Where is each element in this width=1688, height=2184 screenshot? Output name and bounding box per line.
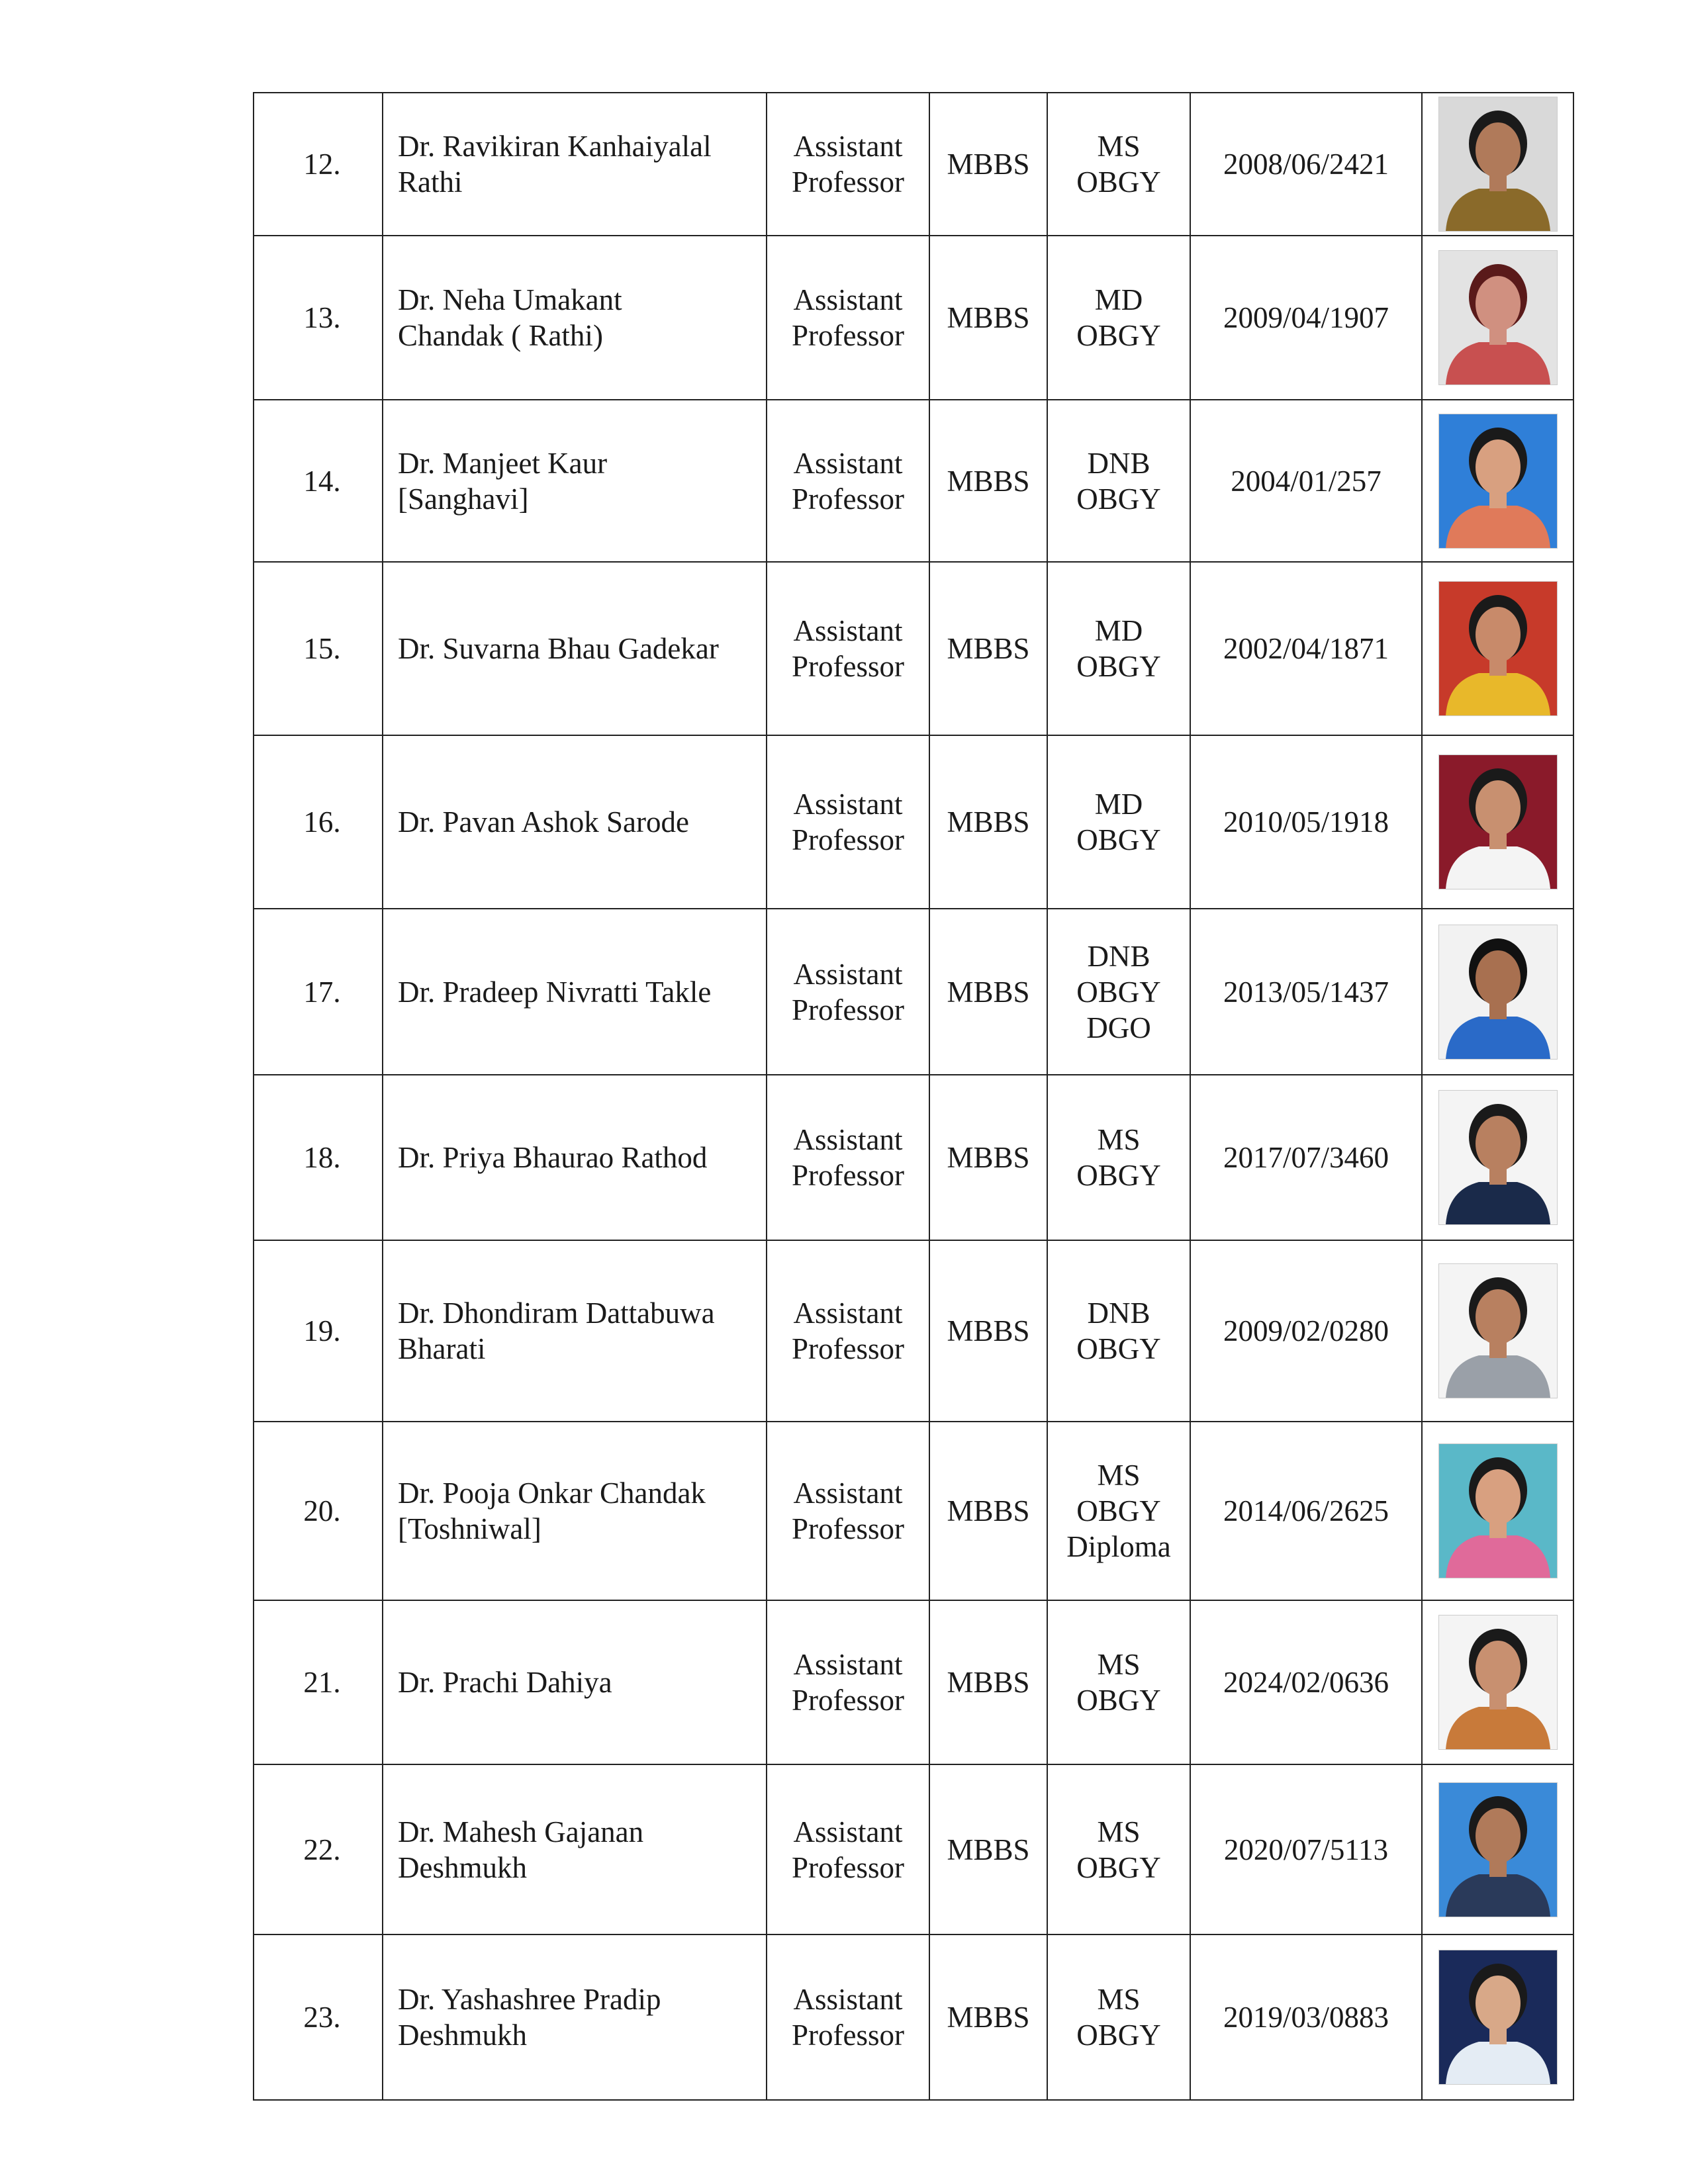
faculty-table-body [254,93,1573,2100]
faculty-photo [1438,1090,1558,1225]
name-cell [383,1934,767,2100]
designation-line: Professor [792,1684,904,1717]
specialty-line: MD [1094,614,1143,647]
qualification-cell [929,1075,1047,1240]
designation [767,1295,929,1367]
qualification-cell [929,735,1047,909]
registration-cell [1190,1422,1422,1600]
specialty-cell [1047,735,1190,909]
faculty-name [398,1664,766,1700]
faculty-name-line: Bharati [398,1332,486,1365]
designation-cell [767,909,929,1075]
faculty-photo [1438,1263,1558,1398]
faculty-name-line: Dr. Pooja Onkar Chandak [398,1477,706,1510]
name-cell [383,1600,767,1764]
registration-number: 2020/07/5113 [1223,1833,1389,1866]
photo-cell [1422,909,1573,1075]
registration-number: 2017/07/3460 [1223,1141,1389,1174]
photo-cell [1422,1600,1573,1764]
serial-number: 14. [303,464,341,498]
faculty-photo [1438,581,1558,716]
specialty-cell [1047,400,1190,562]
designation-line: Assistant [793,1297,903,1330]
photo-cell [1422,1764,1573,1934]
serial-cell [254,1422,383,1600]
registration-number: 2010/05/1918 [1223,805,1389,839]
specialty-line: OBGY [1076,319,1161,352]
name-cell [383,400,767,562]
name-cell [383,1240,767,1422]
faculty-name-line: Dr. Yashashree Pradip [398,1983,661,2016]
specialty-line: MS [1097,1459,1141,1492]
serial-number: 12. [303,148,341,181]
serial-cell [254,93,383,236]
specialty-cell [1047,909,1190,1075]
registration-cell [1190,236,1422,400]
serial-cell [254,236,383,400]
photo-cell [1422,1934,1573,2100]
specialty-line: MD [1094,283,1143,316]
specialty-line: OBGY [1076,1159,1161,1192]
faculty-photo [1438,925,1558,1060]
faculty-row [254,735,1573,909]
name-cell [383,1764,767,1934]
designation-line: Assistant [793,1815,903,1848]
qualification: MBBS [947,1141,1030,1174]
specialty [1048,1981,1190,2053]
faculty-photo [1438,97,1558,232]
specialty-line: OBGY [1076,650,1161,683]
specialty-cell [1047,236,1190,400]
qualification-cell [929,236,1047,400]
qualification: MBBS [947,301,1030,334]
serial-cell [254,1600,383,1764]
faculty-name-line: Dr. Manjeet Kaur [398,446,608,480]
designation-line: Assistant [793,130,903,163]
designation [767,1475,929,1547]
designation [767,282,929,353]
specialty [1048,938,1190,1046]
photo-cell [1422,1075,1573,1240]
faculty-photo [1438,754,1558,889]
registration-cell [1190,735,1422,909]
registration-number: 2019/03/0883 [1223,2001,1389,2034]
designation-line: Assistant [793,1477,903,1510]
designation-line: Assistant [793,614,903,647]
specialty-line: OBGY [1076,1684,1161,1717]
faculty-name-line: Rathi [398,165,463,199]
designation-cell [767,562,929,735]
specialty [1048,1457,1190,1565]
designation-line: Assistant [793,283,903,316]
qualification-cell [929,1422,1047,1600]
specialty [1048,1814,1190,1886]
specialty-cell [1047,1422,1190,1600]
faculty-row [254,1240,1573,1422]
serial-cell [254,735,383,909]
designation [767,956,929,1028]
faculty-name [398,1475,766,1547]
designation-cell [767,93,929,236]
qualification: MBBS [947,1314,1030,1347]
faculty-name-line: Dr. Priya Bhaurao Rathod [398,1141,708,1174]
designation-cell [767,1764,929,1934]
designation-line: Professor [792,993,904,1026]
specialty-line: OBGY [1076,482,1161,516]
faculty-photo [1438,250,1558,385]
photo-cell [1422,1240,1573,1422]
registration-cell [1190,400,1422,562]
faculty-name [398,445,766,517]
specialty-line: DNB [1087,939,1150,973]
serial-cell [254,909,383,1075]
specialty [1048,1122,1190,1193]
registration-cell [1190,562,1422,735]
qualification-cell [929,1764,1047,1934]
designation-line: Assistant [793,1123,903,1156]
designation-line: Professor [792,1512,904,1545]
faculty-row [254,1764,1573,1934]
specialty-line: Diploma [1066,1530,1171,1563]
registration-number: 2004/01/257 [1231,464,1382,498]
designation-line: Professor [792,482,904,516]
specialty-line: OBGY [1076,1850,1161,1884]
specialty-cell [1047,1764,1190,1934]
registration-cell [1190,93,1422,236]
qualification-cell [929,1240,1047,1422]
designation-line: Assistant [793,446,903,480]
photo-cell [1422,400,1573,562]
name-cell [383,909,767,1075]
faculty-name-line: [Sanghavi] [398,482,529,516]
serial-cell [254,1764,383,1934]
specialty-cell [1047,1934,1190,2100]
designation-line: Professor [792,1850,904,1884]
name-cell [383,735,767,909]
designation-line: Professor [792,823,904,856]
registration-cell [1190,1934,1422,2100]
designation-cell [767,1075,929,1240]
specialty-line: OBGY [1076,2019,1161,2052]
qualification: MBBS [947,148,1030,181]
specialty-line: MS [1097,1123,1141,1156]
faculty-row [254,93,1573,236]
qualification-cell [929,400,1047,562]
faculty-row [254,236,1573,400]
specialty-cell [1047,1240,1190,1422]
faculty-photo [1438,1615,1558,1750]
qualification-cell [929,1934,1047,2100]
faculty-row [254,1075,1573,1240]
specialty-line: OBGY [1076,165,1161,199]
designation-line: Professor [792,2019,904,2052]
registration-cell [1190,1764,1422,1934]
designation [767,128,929,200]
serial-number: 23. [303,2001,341,2034]
specialty-line: DNB [1087,446,1150,480]
faculty-name-line: Chandak ( Rathi) [398,319,603,352]
designation-cell [767,1240,929,1422]
designation-line: Professor [792,1159,904,1192]
registration-number: 2009/04/1907 [1223,301,1389,334]
designation-line: Professor [792,650,904,683]
serial-number: 20. [303,1494,341,1527]
serial-cell [254,1075,383,1240]
faculty-name-line: Dr. Suvarna Bhau Gadekar [398,632,719,665]
designation-line: Professor [792,319,904,352]
specialty-cell [1047,93,1190,236]
name-cell [383,93,767,236]
serial-number: 13. [303,301,341,334]
photo-cell [1422,93,1573,236]
designation-line: Professor [792,165,904,199]
serial-cell [254,1240,383,1422]
designation-cell [767,1934,929,2100]
designation [767,1647,929,1718]
serial-number: 17. [303,975,341,1009]
faculty-photo [1438,1443,1558,1578]
designation-line: Assistant [793,1983,903,2016]
serial-number: 19. [303,1314,341,1347]
specialty-line: OBGY [1076,975,1161,1009]
specialty-line: DNB [1087,1297,1150,1330]
designation [767,613,929,684]
photo-cell [1422,236,1573,400]
faculty-name-line: Dr. Dhondiram Dattabuwa [398,1297,715,1330]
qualification-cell [929,1600,1047,1764]
faculty-name-line: Dr. Neha Umakant [398,283,622,316]
faculty-name [398,282,766,353]
specialty-cell [1047,1075,1190,1240]
designation [767,1981,929,2053]
specialty [1048,128,1190,200]
faculty-name-line: [Toshniwal] [398,1512,541,1545]
faculty-name [398,1981,766,2053]
name-cell [383,236,767,400]
faculty-name [398,974,766,1010]
specialty [1048,613,1190,684]
registration-cell [1190,1240,1422,1422]
faculty-table [253,92,1574,2101]
registration-number: 2024/02/0636 [1223,1666,1389,1699]
specialty [1048,445,1190,517]
specialty-line: OBGY [1076,1494,1161,1527]
qualification-cell [929,909,1047,1075]
registration-cell [1190,1600,1422,1764]
serial-number: 15. [303,632,341,665]
photo-cell [1422,735,1573,909]
specialty [1048,786,1190,858]
faculty-name [398,128,766,200]
specialty-line: MS [1097,130,1141,163]
designation [767,1122,929,1193]
qualification-cell [929,93,1047,236]
faculty-name-line: Dr. Prachi Dahiya [398,1666,612,1699]
qualification: MBBS [947,1833,1030,1866]
specialty [1048,1647,1190,1718]
specialty [1048,282,1190,353]
designation-line: Assistant [793,1648,903,1681]
photo-cell [1422,562,1573,735]
designation-line: Assistant [793,957,903,991]
registration-number: 2002/04/1871 [1223,632,1389,665]
qualification: MBBS [947,632,1030,665]
registration-number: 2014/06/2625 [1223,1494,1389,1527]
qualification: MBBS [947,1494,1030,1527]
specialty-line: OBGY [1076,823,1161,856]
faculty-name-line: Deshmukh [398,1850,527,1884]
specialty-line: MD [1094,788,1143,821]
name-cell [383,1422,767,1600]
designation [767,1814,929,1886]
faculty-row [254,1422,1573,1600]
serial-number: 18. [303,1141,341,1174]
specialty-line: DGO [1086,1011,1151,1044]
faculty-name-line: Dr. Ravikiran Kanhaiyalal [398,130,712,163]
faculty-photo [1438,1782,1558,1917]
qualification: MBBS [947,805,1030,839]
serial-cell [254,562,383,735]
designation [767,786,929,858]
designation [767,445,929,517]
serial-number: 21. [303,1666,341,1699]
designation-cell [767,1600,929,1764]
qualification-cell [929,562,1047,735]
specialty-line: MS [1097,1815,1141,1848]
designation-cell [767,1422,929,1600]
designation-cell [767,236,929,400]
specialty-cell [1047,1600,1190,1764]
faculty-name-line: Deshmukh [398,2019,527,2052]
faculty-row [254,909,1573,1075]
faculty-row [254,1934,1573,2100]
specialty [1048,1295,1190,1367]
designation-cell [767,400,929,562]
designation-line: Professor [792,1332,904,1365]
registration-cell [1190,1075,1422,1240]
faculty-name [398,1814,766,1886]
serial-cell [254,400,383,562]
faculty-name-line: Dr. Pradeep Nivratti Takle [398,975,712,1009]
specialty-line: MS [1097,1983,1141,2016]
photo-cell [1422,1422,1573,1600]
faculty-photo [1438,414,1558,549]
registration-number: 2009/02/0280 [1223,1314,1389,1347]
registration-number: 2013/05/1437 [1223,975,1389,1009]
faculty-row [254,1600,1573,1764]
qualification: MBBS [947,464,1030,498]
serial-number: 16. [303,805,341,839]
specialty-line: MS [1097,1648,1141,1681]
specialty-cell [1047,562,1190,735]
faculty-photo [1438,1950,1558,2085]
designation-line: Assistant [793,788,903,821]
serial-number: 22. [303,1833,341,1866]
faculty-name [398,804,766,840]
designation-cell [767,735,929,909]
qualification: MBBS [947,975,1030,1009]
qualification: MBBS [947,2001,1030,2034]
faculty-row [254,400,1573,562]
serial-cell [254,1934,383,2100]
registration-number: 2008/06/2421 [1223,148,1389,181]
faculty-name [398,631,766,666]
faculty-name [398,1295,766,1367]
qualification: MBBS [947,1666,1030,1699]
faculty-row [254,562,1573,735]
faculty-name-line: Dr. Mahesh Gajanan [398,1815,644,1848]
name-cell [383,1075,767,1240]
registration-cell [1190,909,1422,1075]
faculty-name-line: Dr. Pavan Ashok Sarode [398,805,689,839]
specialty-line: OBGY [1076,1332,1161,1365]
faculty-name [398,1140,766,1175]
name-cell [383,562,767,735]
